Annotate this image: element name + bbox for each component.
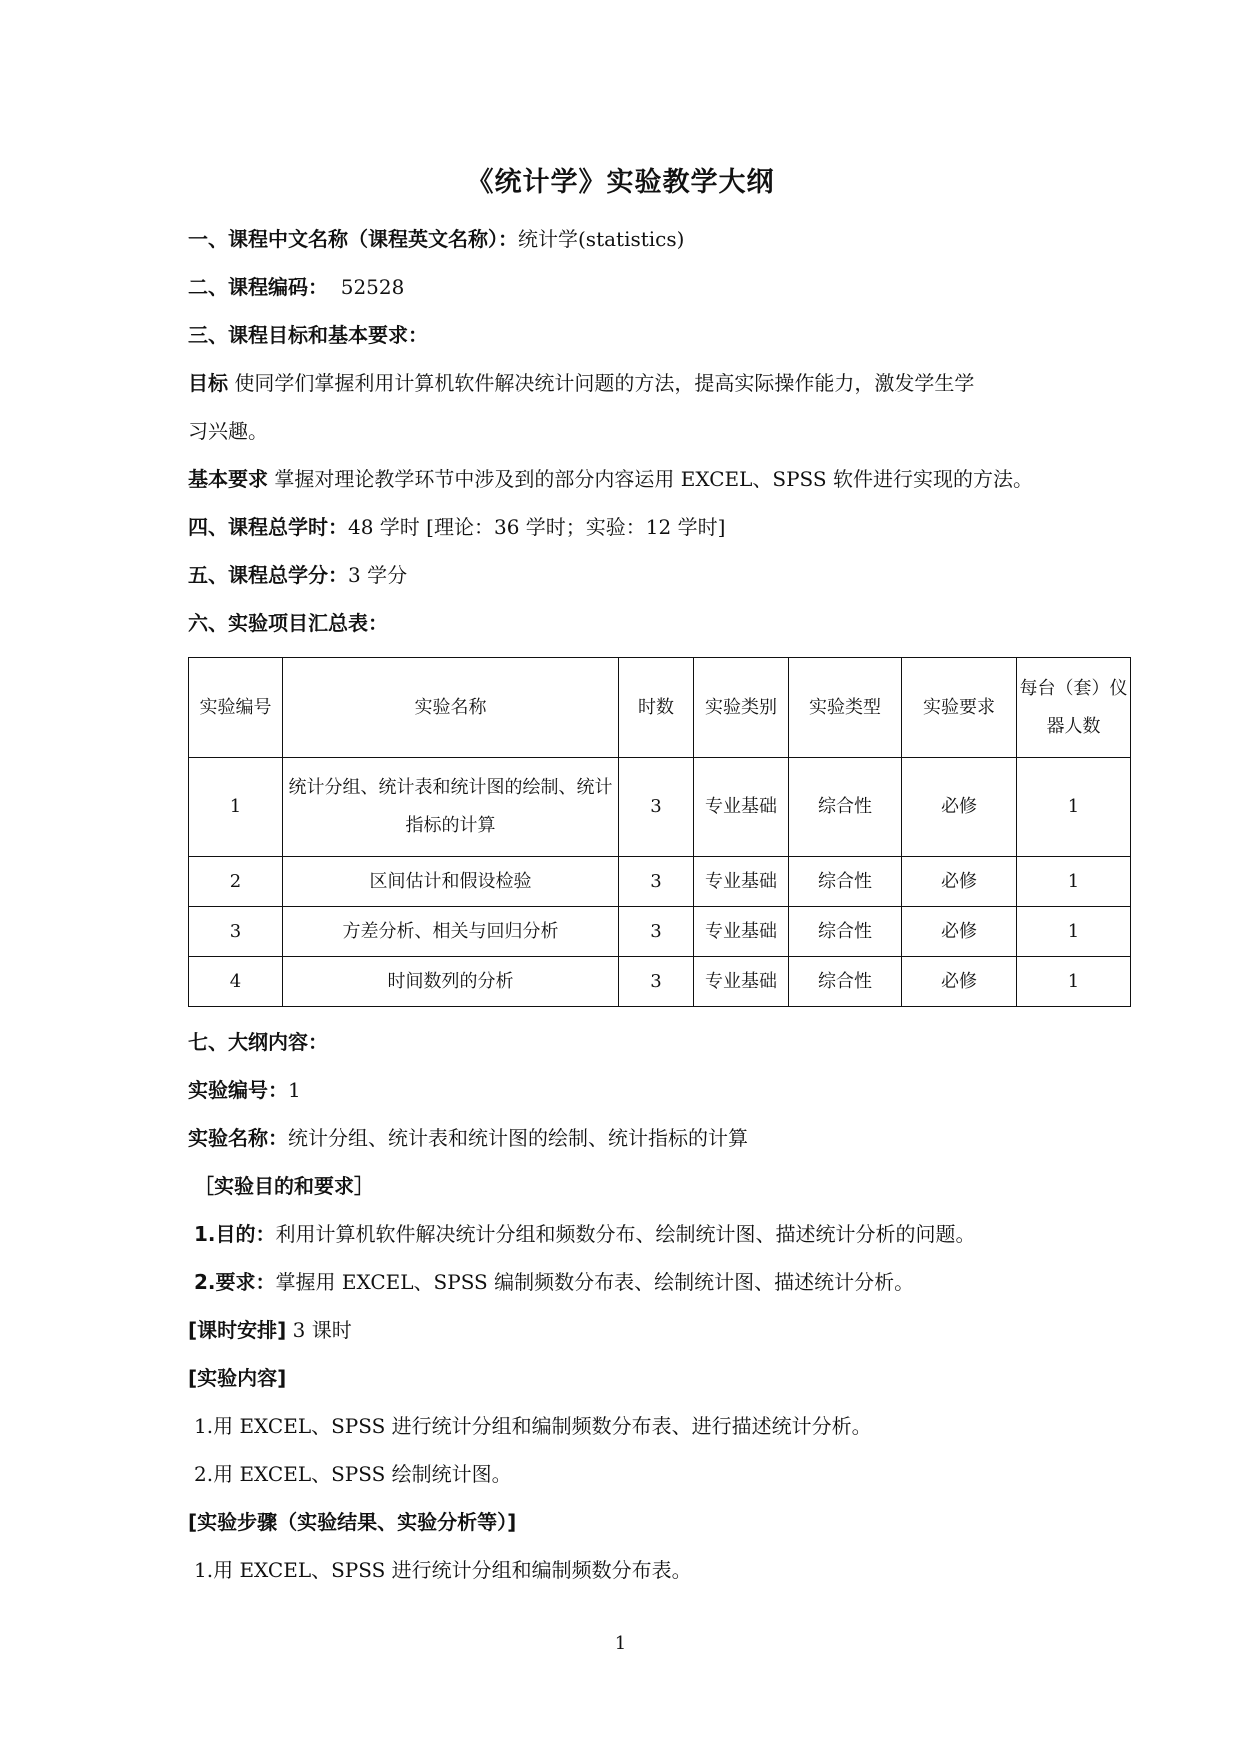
cell-name: 区间估计和假设检验	[283, 857, 619, 907]
objectives-heading: 三、课程目标和基本要求：	[188, 323, 428, 347]
cell-persons: 1	[1017, 957, 1131, 1007]
basic-req-label: 基本要求	[188, 467, 268, 491]
cell-persons: 1	[1017, 907, 1131, 957]
basic-req-line	[188, 464, 1068, 494]
outline-heading: 七、大纲内容：	[188, 1030, 328, 1054]
cell-type: 综合性	[789, 758, 902, 857]
goal-label: 目标	[188, 371, 228, 395]
content-item-2: 2.用 EXCEL、SPSS 绘制统计图。	[194, 1462, 512, 1486]
header-type: 实验类型	[789, 658, 902, 758]
exp-no-line	[188, 1075, 1068, 1105]
experiment-summary-table	[188, 657, 1131, 1007]
exp-no-value: 1	[288, 1078, 301, 1102]
basic-req-value: 掌握对理论教学环节中涉及到的部分内容运用 EXCEL、SPSS 软件进行实现的方法。	[274, 467, 1033, 491]
total-credits-value: 3 学分	[348, 563, 408, 587]
exp-name-line	[188, 1123, 1068, 1153]
content-item-1: 1.用 EXCEL、SPSS 进行统计分组和编制频数分布表、进行描述统计分析。	[194, 1414, 872, 1438]
header-exp-name: 实验名称	[283, 658, 619, 758]
page-number: 1	[614, 1633, 627, 1654]
header-persons: 每台（套）仪器人数	[1017, 658, 1131, 758]
steps-heading: [实验步骤（实验结果、实验分析等）]	[188, 1510, 517, 1534]
cell-category: 专业基础	[694, 957, 789, 1007]
cell-category: 专业基础	[694, 758, 789, 857]
schedule-value: 3 课时	[292, 1318, 352, 1342]
cell-hours: 3	[619, 857, 694, 907]
header-requirement: 实验要求	[902, 658, 1017, 758]
exp-no-label: 实验编号：	[188, 1078, 288, 1102]
cell-type: 综合性	[789, 957, 902, 1007]
goal-text-2: 习兴趣。	[188, 419, 268, 443]
total-hours-label: 四、课程总学时：	[188, 515, 348, 539]
table-row	[189, 907, 1131, 957]
header-hours: 时数	[619, 658, 694, 758]
course-name-value: 统计学(statistics)	[518, 227, 685, 251]
cell-persons: 1	[1017, 857, 1131, 907]
table-row	[189, 758, 1131, 857]
exp-name-label: 实验名称：	[188, 1126, 288, 1150]
steps-item-1: 1.用 EXCEL、SPSS 进行统计分组和编制频数分布表。	[194, 1558, 692, 1582]
goal-line	[188, 368, 1068, 398]
total-hours-value: 48 学时 [理论：36 学时；实验：12 学时]	[348, 515, 726, 539]
header-category: 实验类别	[694, 658, 789, 758]
cell-persons: 1	[1017, 758, 1131, 857]
cell-hours: 3	[619, 758, 694, 857]
cell-no: 4	[189, 957, 283, 1007]
purpose-heading: ［实验目的和要求］	[194, 1174, 374, 1198]
course-name-line	[188, 224, 1068, 254]
cell-requirement: 必修	[902, 758, 1017, 857]
requirement-label: 2.要求：	[194, 1270, 276, 1294]
cell-category: 专业基础	[694, 857, 789, 907]
cell-type: 综合性	[789, 857, 902, 907]
cell-no: 1	[189, 758, 283, 857]
goal-text-1: 使同学们掌握利用计算机软件解决统计问题的方法，提高实际操作能力，激发学生学	[234, 371, 975, 395]
cell-requirement: 必修	[902, 857, 1017, 907]
course-name-label: 一、课程中文名称（课程英文名称）：	[188, 227, 518, 251]
cell-hours: 3	[619, 907, 694, 957]
exp-name-value: 统计分组、统计表和统计图的绘制、统计指标的计算	[288, 1126, 748, 1150]
cell-no: 3	[189, 907, 283, 957]
purpose-line	[194, 1219, 1074, 1249]
header-exp-no: 实验编号	[189, 658, 283, 758]
cell-category: 专业基础	[694, 907, 789, 957]
course-code-label: 二、课程编码：	[188, 275, 328, 299]
purpose-value: 利用计算机软件解决统计分组和频数分布、绘制统计图、描述统计分析的问题。	[275, 1222, 976, 1246]
course-code-value: 52528	[340, 275, 405, 299]
table-row	[189, 957, 1131, 1007]
schedule-line	[188, 1315, 1068, 1345]
content-heading: [实验内容]	[188, 1366, 287, 1390]
table-row	[189, 857, 1131, 907]
cell-hours: 3	[619, 957, 694, 1007]
cell-name: 方差分析、相关与回归分析	[283, 907, 619, 957]
document-title: 《统计学》实验教学大纲	[466, 167, 775, 198]
total-credits-line	[188, 560, 1068, 590]
total-hours-line	[188, 512, 1068, 542]
requirement-line	[194, 1267, 1074, 1297]
cell-name: 时间数列的分析	[283, 957, 619, 1007]
schedule-label: [课时安排]	[188, 1318, 287, 1342]
cell-name: 统计分组、统计表和统计图的绘制、统计指标的计算	[283, 758, 619, 857]
summary-heading: 六、实验项目汇总表：	[188, 611, 388, 635]
cell-no: 2	[189, 857, 283, 907]
total-credits-label: 五、课程总学分：	[188, 563, 348, 587]
purpose-label: 1.目的：	[194, 1222, 276, 1246]
table-header-row	[189, 658, 1131, 758]
cell-type: 综合性	[789, 907, 902, 957]
course-code-line	[188, 272, 1068, 302]
requirement-value: 掌握用 EXCEL、SPSS 编制频数分布表、绘制统计图、描述统计分析。	[275, 1270, 915, 1294]
cell-requirement: 必修	[902, 907, 1017, 957]
cell-requirement: 必修	[902, 957, 1017, 1007]
